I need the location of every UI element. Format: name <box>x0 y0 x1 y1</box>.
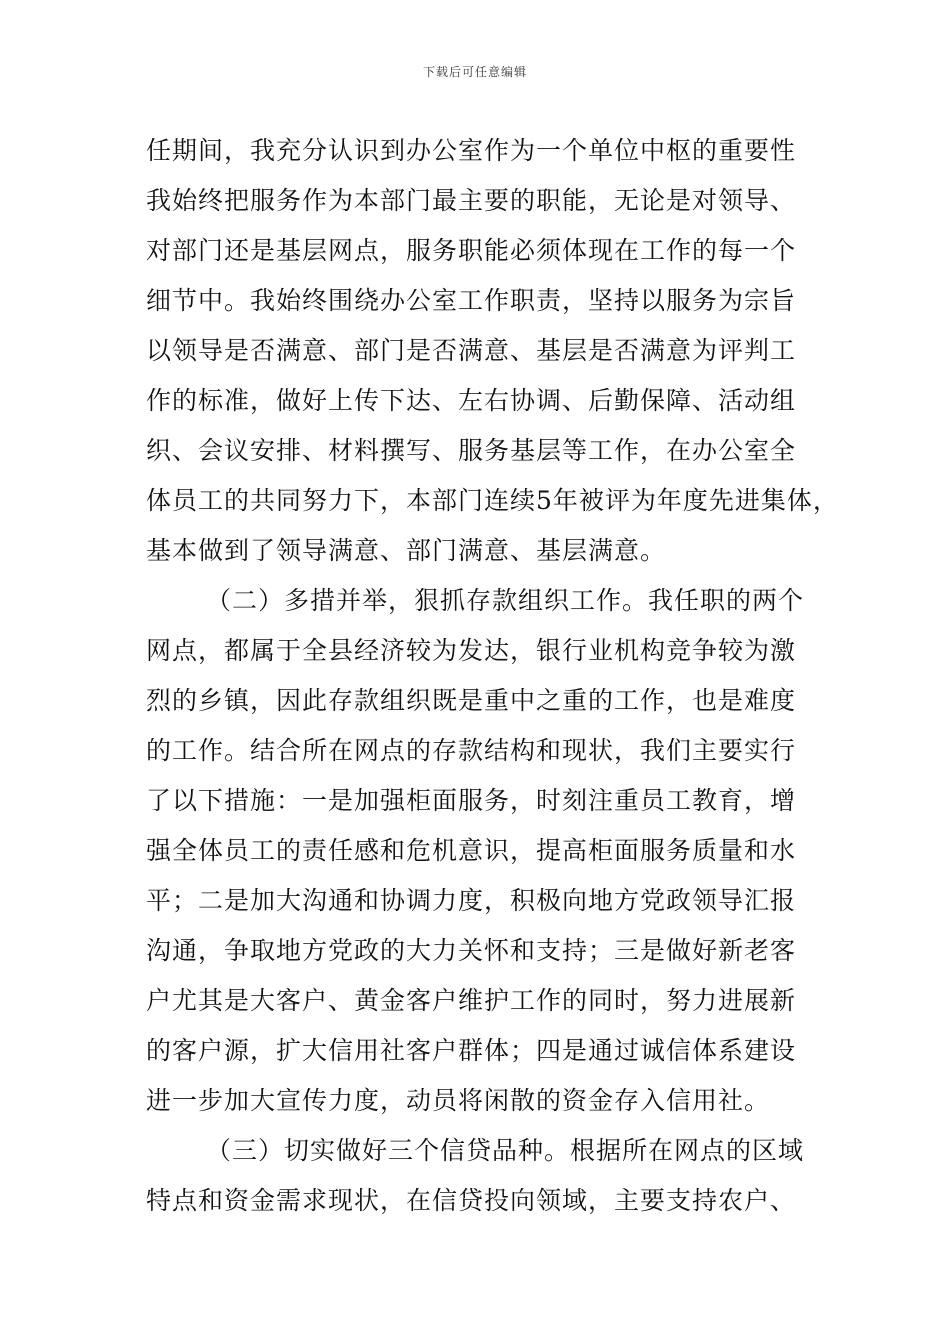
text-line: 体员工的共同努力下，本部门连续5年被评为年度先进集体， <box>146 486 839 515</box>
text-line: 我始终把服务作为本部门最主要的职能，无论是对领导、 <box>146 186 797 215</box>
text-line: 烈的乡镇，因此存款组织既是重中之重的工作，也是难度 <box>146 686 797 715</box>
text-line: 平；二是加大沟通和协调力度，积极向地方党政领导汇报 <box>146 886 797 915</box>
text-line: 细节中。我始终围绕办公室工作职责，坚持以服务为宗旨 <box>146 286 797 315</box>
text-line: 网点，都属于全县经济较为发达，银行业机构竞争较为激 <box>146 636 797 665</box>
text-line: 了以下措施：一是加强柜面服务，时刻注重员工教育，增 <box>146 786 797 815</box>
text-line: 任期间，我充分认识到办公室作为一个单位中枢的重要性 <box>146 136 797 165</box>
text-line: 的客户源，扩大信用社客户群体；四是通过诚信体系建设 <box>146 1036 797 1065</box>
document-body <box>146 126 839 1226</box>
text-line: 作的标准，做好上传下达、左右协调、后勤保障、活动组 <box>146 386 797 415</box>
text-line: 特点和资金需求现状，在信贷投向领域，主要支持农户、 <box>146 1186 797 1215</box>
paragraph-start-line: （三）切实做好三个信贷品种。根据所在网点的区域 <box>206 1136 805 1165</box>
text-line: 对部门还是基层网点，服务职能必须体现在工作的每一个 <box>146 236 797 265</box>
page-header-note: 下载后可任意编辑 <box>422 65 527 79</box>
text-line: 的工作。结合所在网点的存款结构和现状，我们主要实行 <box>146 736 797 765</box>
text-line: 基本做到了领导满意、部门满意、基层满意。 <box>146 536 667 565</box>
text-line: 进一步加大宣传力度，动员将闲散的资金存入信用社。 <box>146 1086 771 1115</box>
text-line: 以领导是否满意、部门是否满意、基层是否满意为评判工 <box>146 336 797 365</box>
text-line: 户尤其是大客户、黄金客户维护工作的同时，努力进展新 <box>146 986 797 1015</box>
text-line: 沟通，争取地方党政的大力关怀和支持；三是做好新老客 <box>146 936 797 965</box>
text-line: 强全体员工的责任感和危机意识，提高柜面服务质量和水 <box>146 836 797 865</box>
text-line: 织、会议安排、材料撰写、服务基层等工作，在办公室全 <box>146 436 797 465</box>
paragraph-start-line: （二）多措并举，狠抓存款组织工作。我任职的两个 <box>206 586 805 615</box>
